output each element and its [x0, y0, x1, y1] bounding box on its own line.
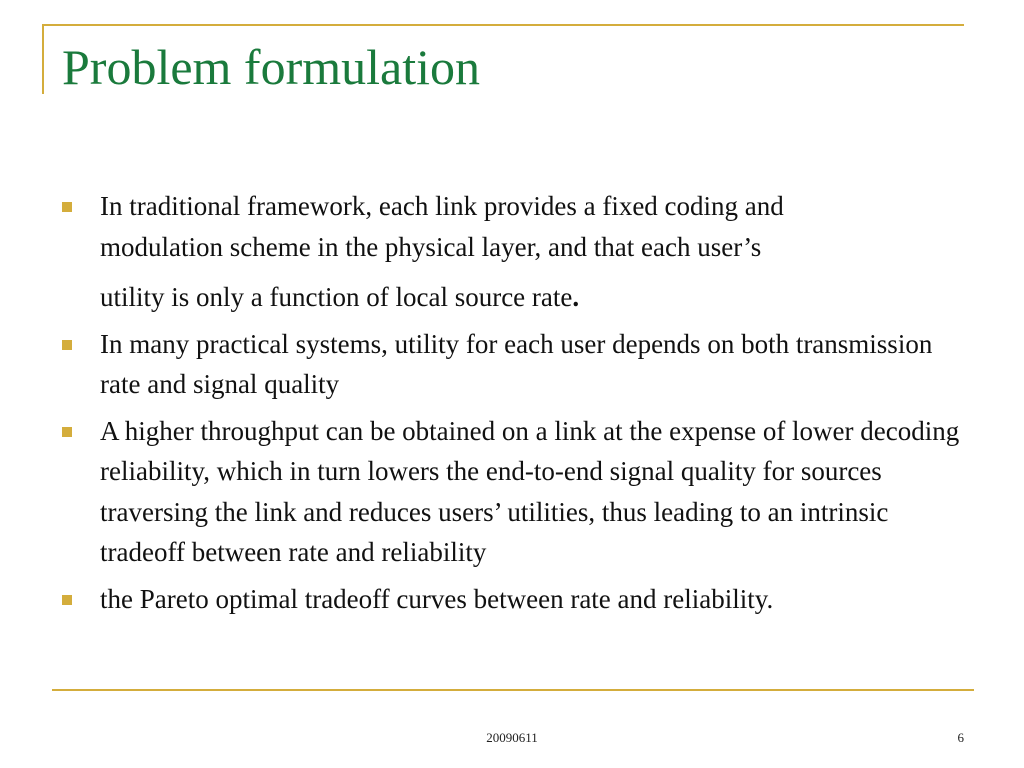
top-accent-line [42, 24, 964, 26]
bullet-text-4: the Pareto optimal tradeoff curves between rate and reliability. [100, 583, 774, 614]
bullet-item-4 [62, 579, 962, 620]
bullet-item-1 [62, 186, 962, 318]
bullet-text-2: In many practical systems, utility for each user depends on both transmission rate and signal quality [100, 328, 933, 399]
bullet-list [62, 186, 962, 625]
bullet-1-period: . [572, 282, 580, 312]
bullet-1-line-3-text: utility is only a function of local source rate [100, 282, 573, 312]
bottom-accent-line [52, 689, 974, 691]
bullet-square-icon [62, 340, 72, 350]
bullet-1-line-1: In traditional framework, each link provides a fixed coding and [100, 191, 784, 221]
slide-number: 6 [957, 730, 964, 745]
bullet-square-icon [62, 595, 72, 605]
bullet-1-line-2: modulation scheme in the physical layer, and that each user’s [100, 231, 762, 262]
bullet-text-3: A higher throughput can be obtained on a link at the expense of lower decoding reliability, which in turn lowers the end-to-end signal quality for sources traversing the link and reduces users’ utilities, thus leading to an intrinsic tradeoff between rate and reliability [100, 415, 960, 567]
bullet-item-2 [62, 324, 962, 405]
bullet-1-line-3 [100, 267, 962, 318]
bullet-square-icon [62, 202, 72, 212]
footer-date: 20090611 [486, 730, 538, 745]
bullet-square-icon [62, 427, 72, 437]
bullet-text-1 [100, 186, 962, 318]
slide-title: Problem formulation [62, 39, 480, 95]
left-accent-line [42, 24, 44, 94]
bullet-item-3 [62, 411, 962, 573]
